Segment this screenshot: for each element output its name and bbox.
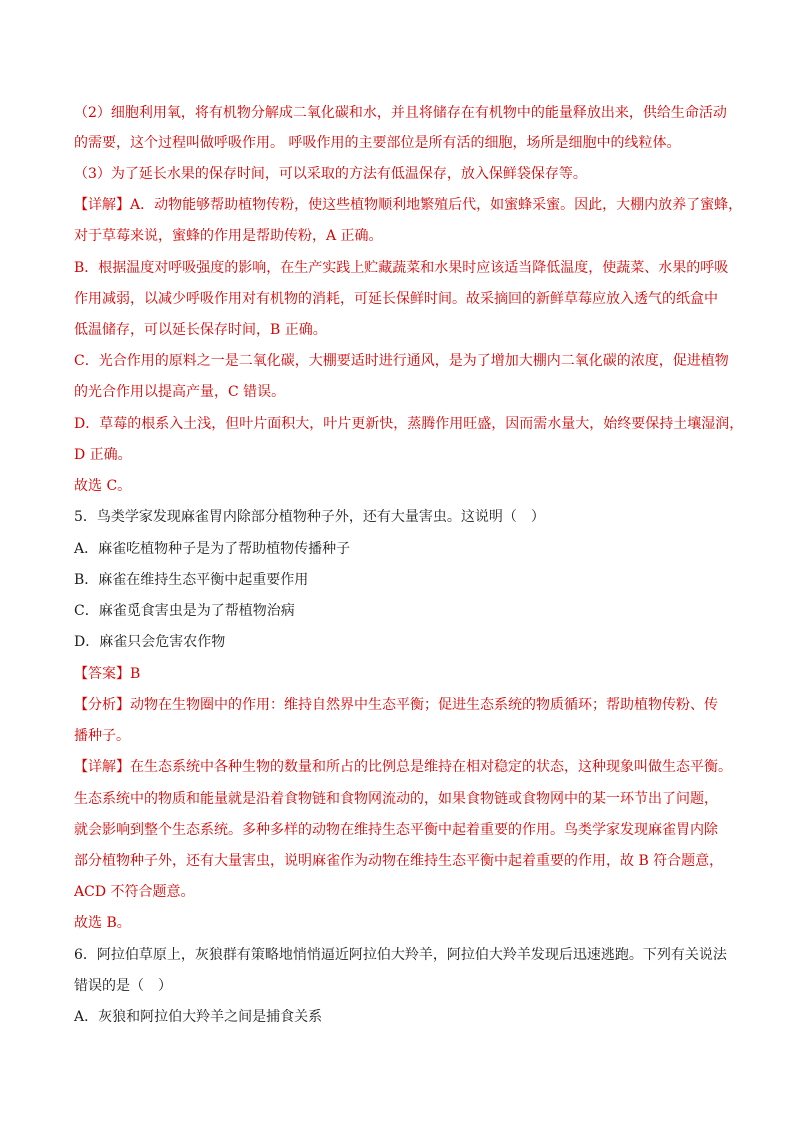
text-line-content: A．灰狼和阿拉伯大羚羊之间是捕食关系 xyxy=(74,1009,323,1025)
text-line-content: （2）细胞利用氧，将有机物分解成二氧化碳和水，并且将储存在有机物中的能量释放出来，供给生命活动 xyxy=(74,105,727,121)
text-line-content: 生态系统中的物质和能量就是沿着食物链和食物网流动的，如果食物链或食物网中的某一环节出了问题， xyxy=(74,791,718,807)
text-line-content: C．麻雀觅食害虫是为了帮植物治病 xyxy=(74,603,295,619)
detail-line-1 xyxy=(74,757,732,777)
option-c xyxy=(74,601,295,621)
option-d xyxy=(74,632,225,652)
option-a xyxy=(74,1007,322,1027)
text-line-3 xyxy=(74,164,587,184)
detail-line-3 xyxy=(74,820,718,840)
text-line-9 xyxy=(74,351,729,371)
text-line-content: （3）为了延长水果的保存时间，可以采取的方法有低温保存，放入保鲜袋保存等。 xyxy=(74,166,587,182)
text-line-content: C．光合作用的原料之一是二氧化碳，大棚要适时进行通风，是为了增加大棚内二氧化碳的浓度，促进植物 xyxy=(74,353,729,369)
text-line-content: 播种子。 xyxy=(74,728,130,744)
detail-line-5 xyxy=(74,882,195,902)
text-line-6 xyxy=(74,258,728,278)
text-line-content: 作用减弱，以减少呼吸作用对有机物的消耗，可延长保鲜时间。故采摘回的新鲜草莓应放入透气的纸盒中 xyxy=(74,291,718,307)
text-line-8 xyxy=(74,320,327,340)
conclusion-line xyxy=(74,913,131,933)
text-line-13 xyxy=(74,476,131,496)
text-line-content: 【答案】B xyxy=(74,666,141,682)
text-line-content: 【分析】动物在生物圈中的作用：维持自然界中生态平衡；促进生态系统的物质循环；帮助植物传粉、传 xyxy=(74,697,718,713)
text-line-content: 对于草莓来说，蜜蜂的作用是帮助传粉，A 正确。 xyxy=(74,228,383,244)
text-line-10 xyxy=(74,382,285,402)
text-line-content: 部分植物种子外，还有大量害虫，说明麻雀作为动物在维持生态平衡中起着重要的作用，故 B 符合题意， xyxy=(74,853,724,869)
text-line-content: D 正确。 xyxy=(74,447,132,463)
text-line-content: 6．阿拉伯草原上，灰狼群有策略地悄悄逼近阿拉伯大羚羊，阿拉伯大羚羊发现后迅速逃跑。下列有关说法 xyxy=(74,947,727,963)
text-line-12 xyxy=(74,445,132,465)
text-line-5 xyxy=(74,226,383,246)
analysis-line-2 xyxy=(74,726,130,746)
text-line-content: 低温储存，可以延长保存时间，B 正确。 xyxy=(74,322,327,338)
text-line-content: A．麻雀吃植物种子是为了帮助植物传播种子 xyxy=(74,541,351,557)
question-6-stem-2 xyxy=(74,976,172,996)
answer-line xyxy=(74,664,140,684)
text-line-content: 5．鸟类学家发现麻雀胃内除部分植物种子外，还有大量害虫。这说明（ ） xyxy=(74,509,545,525)
option-b xyxy=(74,570,308,590)
text-line-content: ACD 不符合题意。 xyxy=(74,884,195,900)
text-line-content: 就会影响到整个生态系统。多种多样的动物在维持生态平衡中起着重要的作用。鸟类学家发现麻雀胃内除 xyxy=(74,822,718,838)
detail-line-4 xyxy=(74,851,723,871)
text-line-content: D．麻雀只会危害农作物 xyxy=(74,634,226,650)
text-line-content: 错误的是（ ） xyxy=(74,978,172,994)
text-line-content: D．草莓的根系入土浅，但叶片面积大，叶片更新快，蒸腾作用旺盛，因而需水量大，始终要保持土壤湿润， xyxy=(74,416,744,432)
question-5-stem xyxy=(74,507,545,527)
analysis-line-1 xyxy=(74,695,718,715)
text-line-content: B．根据温度对呼吸强度的影响，在生产实践上贮藏蔬菜和水果时应该适当降低温度，使蔬菜、水果的呼吸 xyxy=(74,260,729,276)
text-line-7 xyxy=(74,289,718,309)
text-line-content: 【详解】在生态系统中各种生物的数量和所占的比例总是维持在相对稳定的状态，这种现象叫做生态平衡。 xyxy=(74,759,732,775)
detail-line-2 xyxy=(74,789,718,809)
text-line-content: 故选 B。 xyxy=(74,915,131,931)
text-line-content: 【详解】A．动物能够帮助植物传粉，使这些植物顺利地繁殖后代，如蜜蜂采蜜。因此，大棚内放养了蜜蜂， xyxy=(74,197,743,213)
text-line-4 xyxy=(74,195,742,215)
text-line-content: 故选 C。 xyxy=(74,478,132,494)
text-line-11 xyxy=(74,414,743,434)
text-line-2 xyxy=(74,133,680,153)
question-6-stem-1 xyxy=(74,945,727,965)
text-line-content: 的光合作用以提高产量，C 错误。 xyxy=(74,384,286,400)
text-line-1 xyxy=(74,103,727,123)
text-line-content: B．麻雀在维持生态平衡中起重要作用 xyxy=(74,572,309,588)
option-a xyxy=(74,539,350,559)
text-line-content: 的需要，这个过程叫做呼吸作用。 呼吸作用的主要部位是所有活的细胞，场所是细胞中的线粒体。 xyxy=(74,135,681,151)
